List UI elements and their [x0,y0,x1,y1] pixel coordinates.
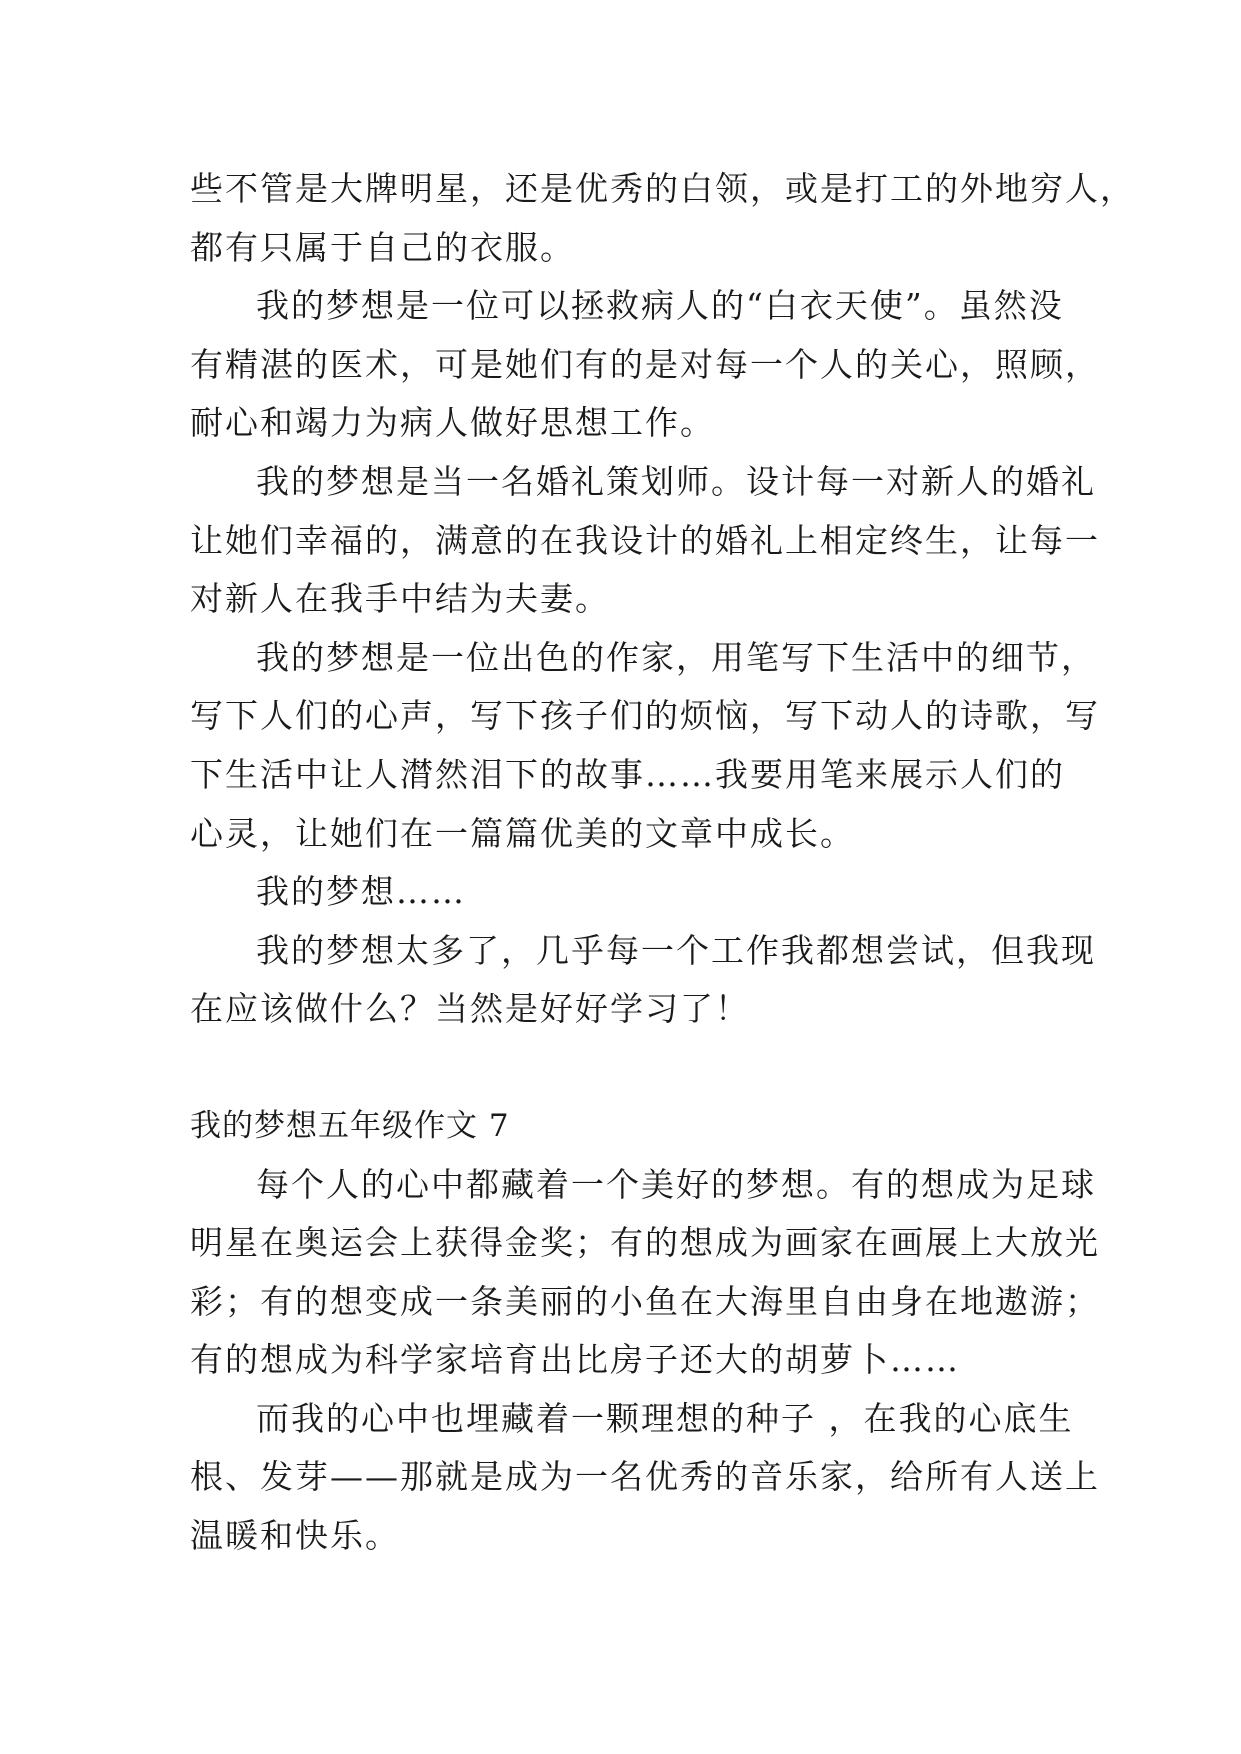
text-line: 根、发芽——那就是成为一名优秀的音乐家，给所有人送上 [190,1457,1100,1497]
text-line: 对新人在我手中结为夫妻。 [190,579,610,619]
paragraph-start-line: 而我的心中也埋藏着一颗理想的种子 ，在我的心底生 [256,1398,1074,1438]
section-heading: 我的梦想五年级作文 7 [190,1107,510,1144]
paragraph-start-line: 我的梦想…… [256,872,466,912]
paragraph-start-line: 我的梦想是一位出色的作家，用笔写下生活中的细节， [256,637,1096,677]
text-line: 彩；有的想变成一条美丽的小鱼在大海里自由身在地遨游； [190,1281,1100,1321]
section-gap [190,1039,1050,1097]
text-line: 下生活中让人潸然泪下的故事……我要用笔来展示人们的 [190,754,1065,794]
paragraph-start-line: 每个人的心中都藏着一个美好的梦想。有的想成为足球 [256,1164,1096,1204]
text-line: 耐心和竭力为病人做好思想工作。 [190,403,715,443]
text-line: 明星在奥运会上获得金奖；有的想成为画家在画展上大放光 [190,1223,1100,1263]
document-body [190,160,1135,1566]
paragraph-start-line: 我的梦想太多了，几乎每一个工作我都想尝试，但我现 [256,930,1096,970]
text-line: 心灵，让她们在一篇篇优美的文章中成长。 [190,813,855,853]
text-line: 写下人们的心声，写下孩子们的烦恼，写下动人的诗歌，写 [190,696,1100,736]
text-line: 在应该做什么？当然是好好学习了！ [190,989,750,1029]
text-line: 都有只属于自己的衣服。 [190,227,575,267]
paragraph-start-line: 我的梦想是一位可以拯救病人的“白衣天使”。虽然没 [256,286,1064,326]
text-line: 有精湛的医术，可是她们有的是对每一个人的关心，照顾， [190,344,1100,384]
text-line: 有的想成为科学家培育出比房子还大的胡萝卜…… [190,1340,960,1380]
paragraph-start-line: 我的梦想是当一名婚礼策划师。设计每一对新人的婚礼 [256,461,1096,501]
text-line: 些不管是大牌明星，还是优秀的白领，或是打工的外地穷人， [190,169,1135,208]
text-line: 温暖和快乐。 [190,1516,400,1556]
text-line: 让她们幸福的，满意的在我设计的婚礼上相定终生，让每一 [190,520,1100,560]
